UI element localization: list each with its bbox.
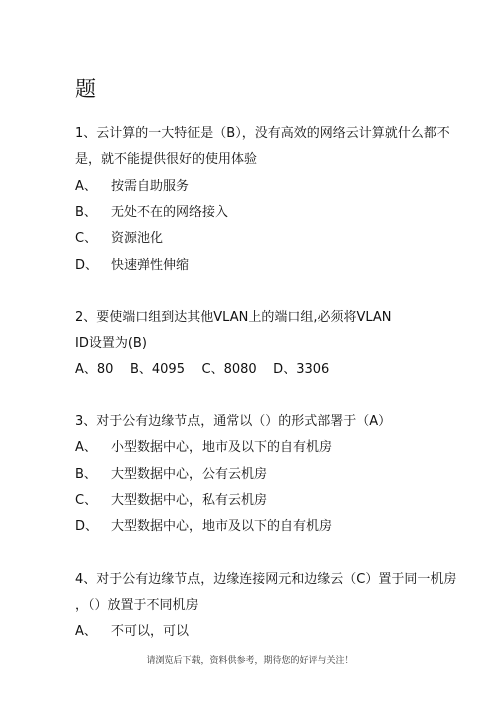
- question-1-line-1: 1、云计算的一大特征是（B），没有高效的网络云计算就什么都不: [75, 126, 450, 141]
- question-2-line-2: ID设置为(B): [75, 336, 147, 351]
- option-text: 大型数据中心，私有云机房: [111, 493, 268, 508]
- question-4-option-a: [75, 622, 189, 642]
- question-4-line-2: ，（）放置于不同机房: [75, 598, 199, 613]
- option-text: 按需自助服务: [111, 179, 190, 194]
- option-text: 大型数据中心，公有云机房: [111, 467, 268, 482]
- option-letter: A、: [75, 179, 97, 194]
- option-text: 小型数据中心，地市及以下的自有机房: [111, 440, 333, 455]
- question-1-option-d: [75, 256, 189, 276]
- option-text: 快速弹性伸缩: [111, 258, 190, 273]
- option-text: 不可以，可以: [111, 624, 190, 639]
- option-letter: C、: [75, 493, 98, 508]
- option-letter: A、: [75, 440, 97, 455]
- option-letter: C、: [75, 231, 98, 246]
- option-text: 资源池化: [111, 231, 164, 246]
- page-footer: 请浏览后下载，资料供参考，期待您的好评与关注！: [146, 656, 354, 666]
- question-3-option-d: [75, 517, 332, 537]
- question-2-answers: A、80 B、4095 C、8080 D、3306: [75, 362, 330, 377]
- option-letter: D、: [75, 519, 99, 534]
- option-letter: B、: [75, 467, 97, 482]
- question-1-option-b: [75, 203, 228, 223]
- question-2-line-1: 2、要使端口组到达其他VLAN上的端口组,必须将VLAN: [75, 310, 392, 325]
- question-3-option-a: [75, 438, 332, 458]
- question-3-option-b: [75, 465, 267, 485]
- option-text: 无处不在的网络接入: [111, 205, 229, 220]
- question-1-option-c: [75, 229, 163, 249]
- option-letter: A、: [75, 624, 97, 639]
- option-letter: D、: [75, 258, 99, 273]
- option-text: 大型数据中心，地市及以下的自有机房: [111, 519, 333, 534]
- option-letter: B、: [75, 205, 97, 220]
- question-3-option-c: [75, 491, 267, 511]
- question-1-option-a: [75, 177, 189, 197]
- question-1-line-2: 是，就不能提供很好的使用体验: [75, 152, 258, 167]
- question-3-line-1: 3、对于公有边缘节点，通常以（）的形式部署于（A）: [75, 414, 392, 429]
- page-heading: 题: [75, 77, 96, 101]
- question-4-line-1: 4、对于公有边缘节点，边缘连接网元和边缘云（C）置于同一机房: [75, 572, 457, 587]
